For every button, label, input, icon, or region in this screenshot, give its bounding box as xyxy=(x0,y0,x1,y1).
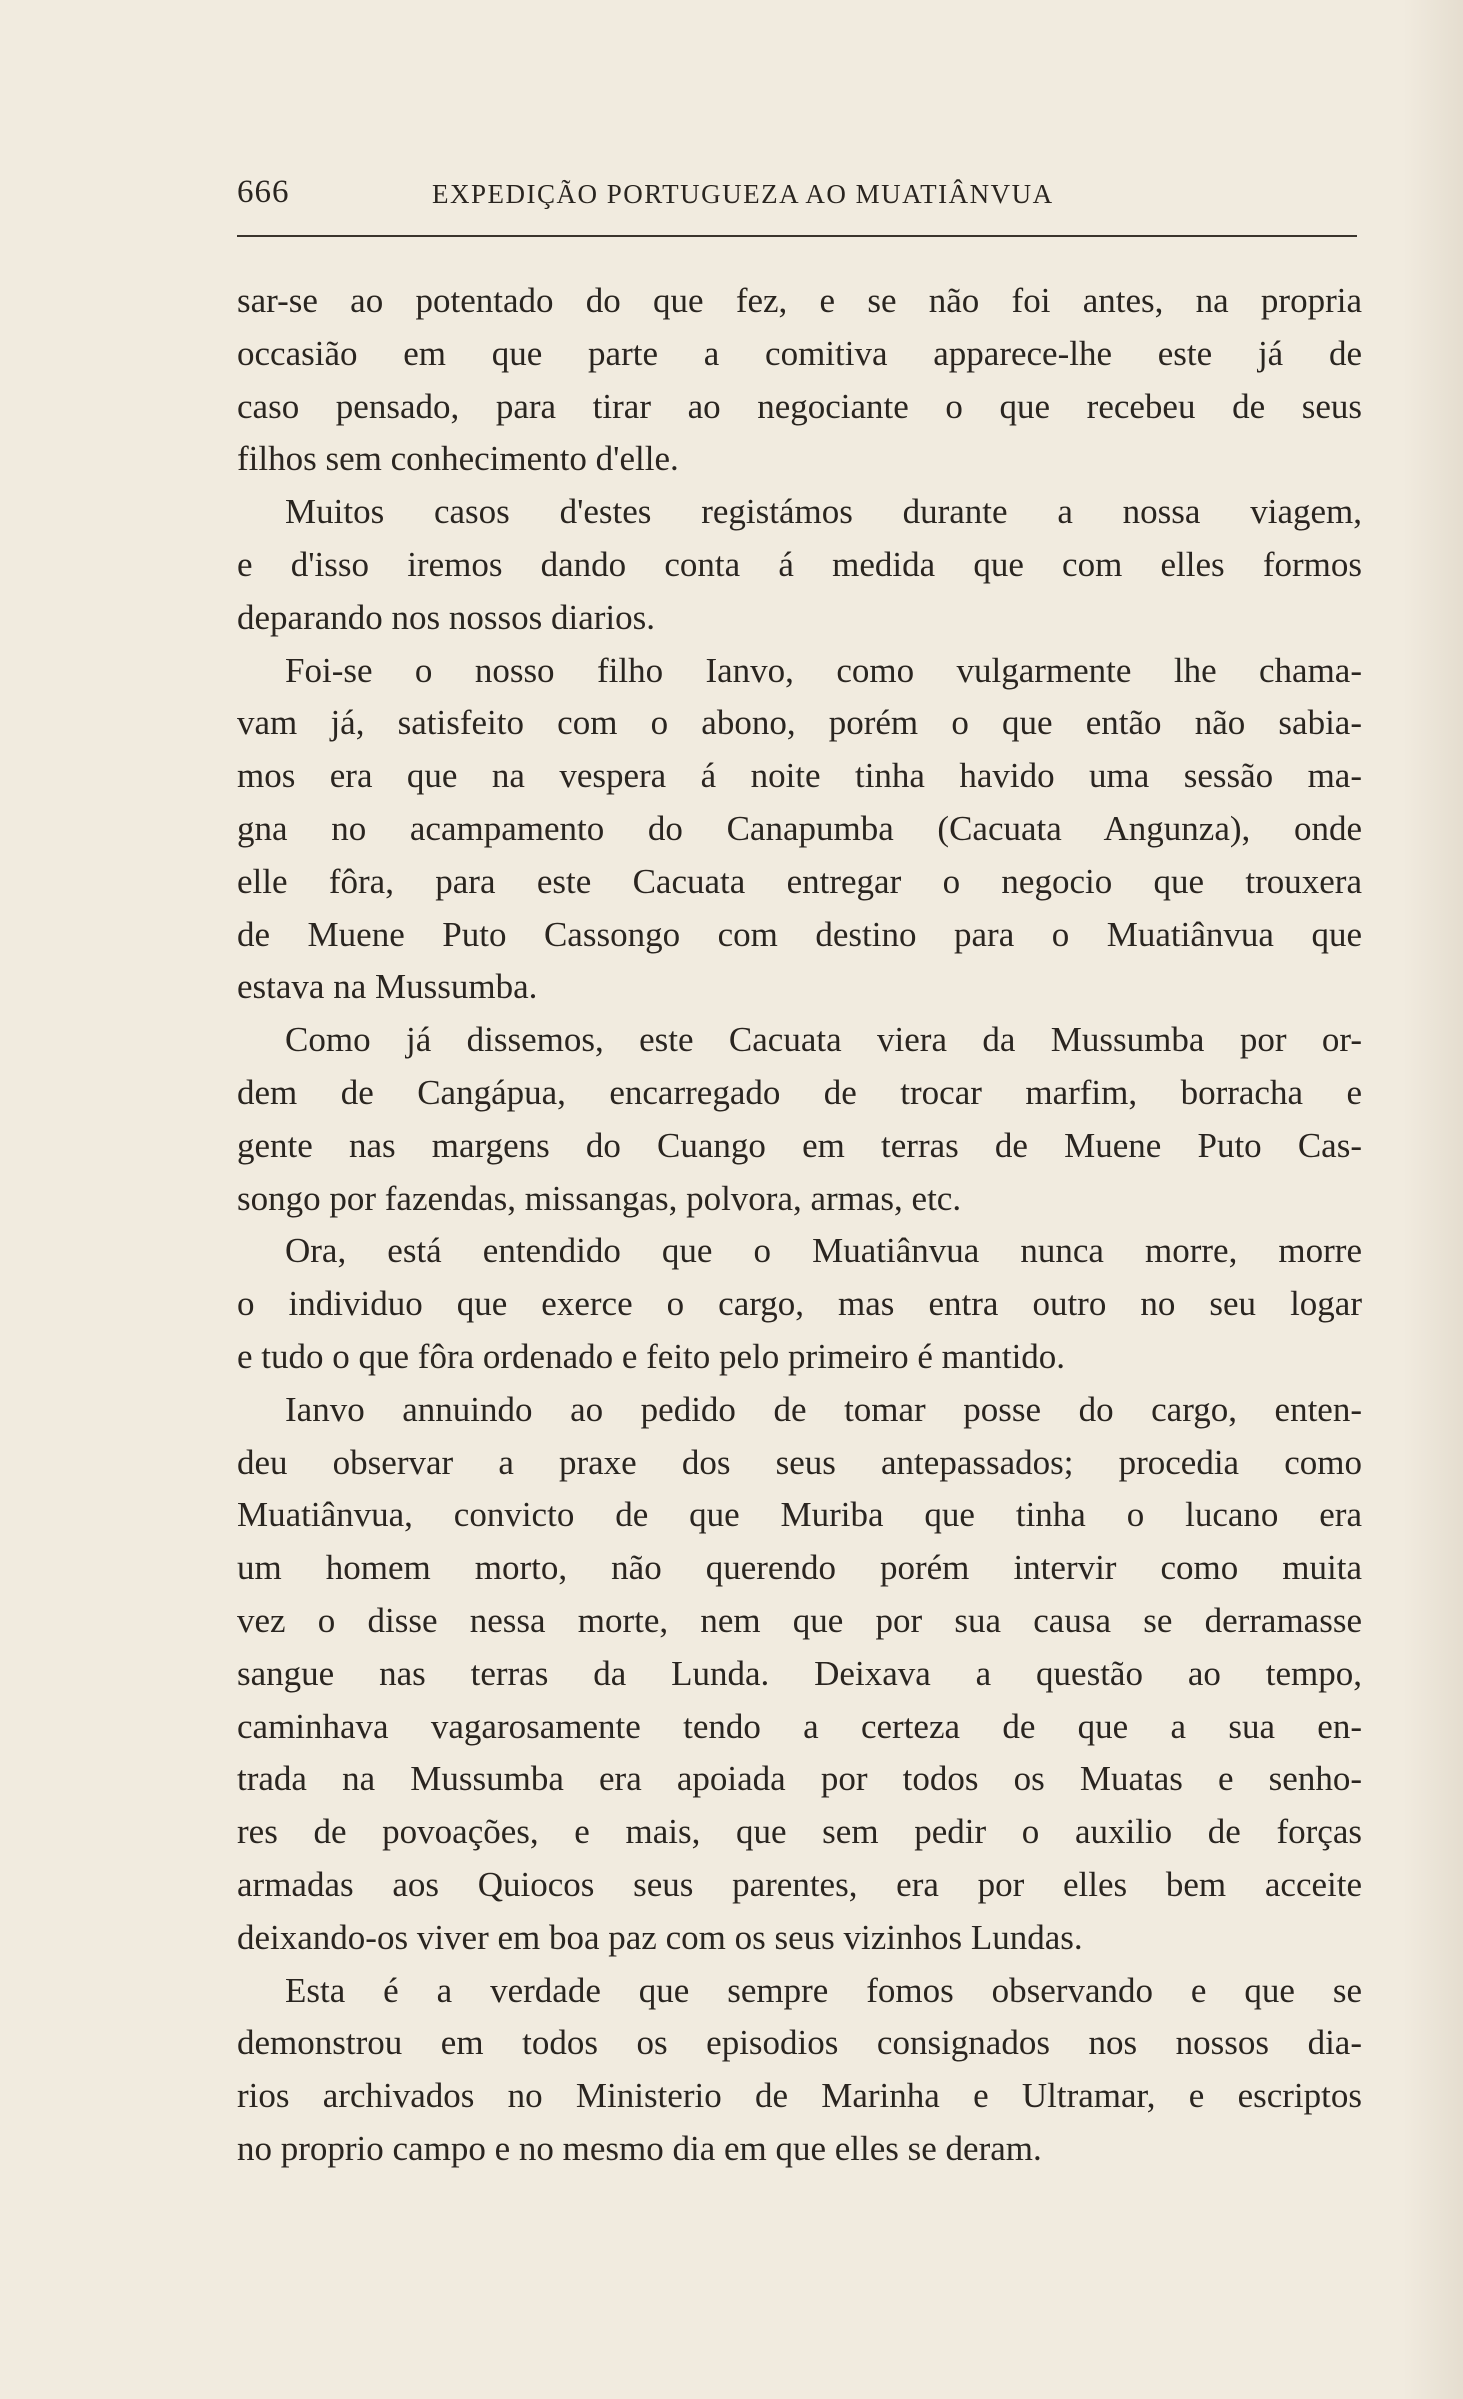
text-line: sangue nas terras da Lunda. Deixava a questão ao tempo, xyxy=(237,1653,1362,1693)
text-line: demonstrou em todos os episodios consignados nos nossos dia- xyxy=(237,2023,1362,2063)
text-line: Muatiânvua, convicto de que Muriba que tinha o lucano era xyxy=(237,1495,1362,1535)
text-line: estava na Mussumba. xyxy=(237,967,538,1007)
header-rule xyxy=(237,235,1357,237)
paragraph xyxy=(237,1965,1362,2176)
text-line: caso pensado, para tirar ao negociante o que recebeu de seus xyxy=(237,386,1362,426)
text-line: gente nas margens do Cuango em terras de Muene Puto Cas- xyxy=(237,1125,1362,1165)
text-line: trada na Mussumba era apoiada por todos os Muatas e senho- xyxy=(237,1759,1362,1799)
text-line: armadas aos Quiocos seus parentes, era por elles bem acceite xyxy=(237,1864,1362,1904)
text-line: occasião em que parte a comitiva apparece-lhe este já de xyxy=(237,333,1362,373)
paragraph xyxy=(237,645,1362,1015)
running-title: EXPEDIÇÃO PORTUGUEZA AO MUATIÂNVUA xyxy=(432,179,1054,209)
text-line: de Muene Puto Cassongo com destino para o Muatiânvua que xyxy=(237,914,1362,954)
text-line: gna no acampamento do Canapumba (Cacuata Angunza), onde xyxy=(237,808,1362,848)
paragraph xyxy=(237,1384,1362,1965)
page-number: 666 xyxy=(237,174,290,210)
text-line: Muitos casos d'estes registámos durante a nossa viagem, xyxy=(285,492,1362,532)
text-line: Como já dissemos, este Cacuata viera da Mussumba por or- xyxy=(285,1020,1362,1060)
text-line: deu observar a praxe dos seus antepassados; procedia como xyxy=(237,1442,1362,1482)
text-line: caminhava vagarosamente tendo a certeza de que a sua en- xyxy=(237,1706,1362,1746)
text-line: deixando-os viver em boa paz com os seus vizinhos Lundas. xyxy=(237,1917,1083,1957)
body-text xyxy=(237,275,1362,2176)
text-line: dem de Cangápua, encarregado de trocar marfim, borracha e xyxy=(237,1072,1362,1112)
paragraph xyxy=(237,1014,1362,1225)
text-line: mos era que na vespera á noite tinha havido uma sessão ma- xyxy=(237,756,1362,796)
text-line: Ora, está entendido que o Muatiânvua nunca morre, morre xyxy=(285,1231,1362,1271)
paragraph xyxy=(237,486,1362,644)
text-line: deparando nos nossos diarios. xyxy=(237,597,656,637)
text-line: e tudo o que fôra ordenado e feito pelo primeiro é mantido. xyxy=(237,1336,1066,1376)
text-line: Foi-se o nosso filho Ianvo, como vulgarmente lhe chama- xyxy=(285,650,1362,690)
paragraph xyxy=(237,1225,1362,1383)
text-line: um homem morto, não querendo porém intervir como muita xyxy=(237,1548,1362,1588)
page-header xyxy=(237,174,1357,220)
text-line: vam já, satisfeito com o abono, porém o que então não sabia- xyxy=(237,703,1362,743)
text-line: Esta é a verdade que sempre fomos observando e que se xyxy=(285,1970,1362,2010)
paragraph xyxy=(237,275,1362,486)
text-line: Ianvo annuindo ao pedido de tomar posse do cargo, enten- xyxy=(285,1389,1362,1429)
page-fold-shadow xyxy=(1403,0,1463,2399)
text-line: rios archivados no Ministerio de Marinha e Ultramar, e escriptos xyxy=(237,2076,1362,2116)
text-line: o individuo que exerce o cargo, mas entra outro no seu logar xyxy=(237,1284,1362,1324)
text-line: elle fôra, para este Cacuata entregar o negocio que trouxera xyxy=(237,861,1362,901)
text-line: no proprio campo e no mesmo dia em que elles se deram. xyxy=(237,2128,1042,2168)
text-line: res de povoações, e mais, que sem pedir o auxilio de forças xyxy=(237,1812,1362,1852)
text-line: vez o disse nessa morte, nem que por sua causa se derramasse xyxy=(237,1600,1362,1640)
text-line: sar-se ao potentado do que fez, e se não foi antes, na propria xyxy=(237,281,1362,320)
text-line: filhos sem conhecimento d'elle. xyxy=(237,439,679,479)
text-line: songo por fazendas, missangas, polvora, armas, etc. xyxy=(237,1178,962,1218)
text-line: e d'isso iremos dando conta á medida que com elles formos xyxy=(237,544,1362,584)
